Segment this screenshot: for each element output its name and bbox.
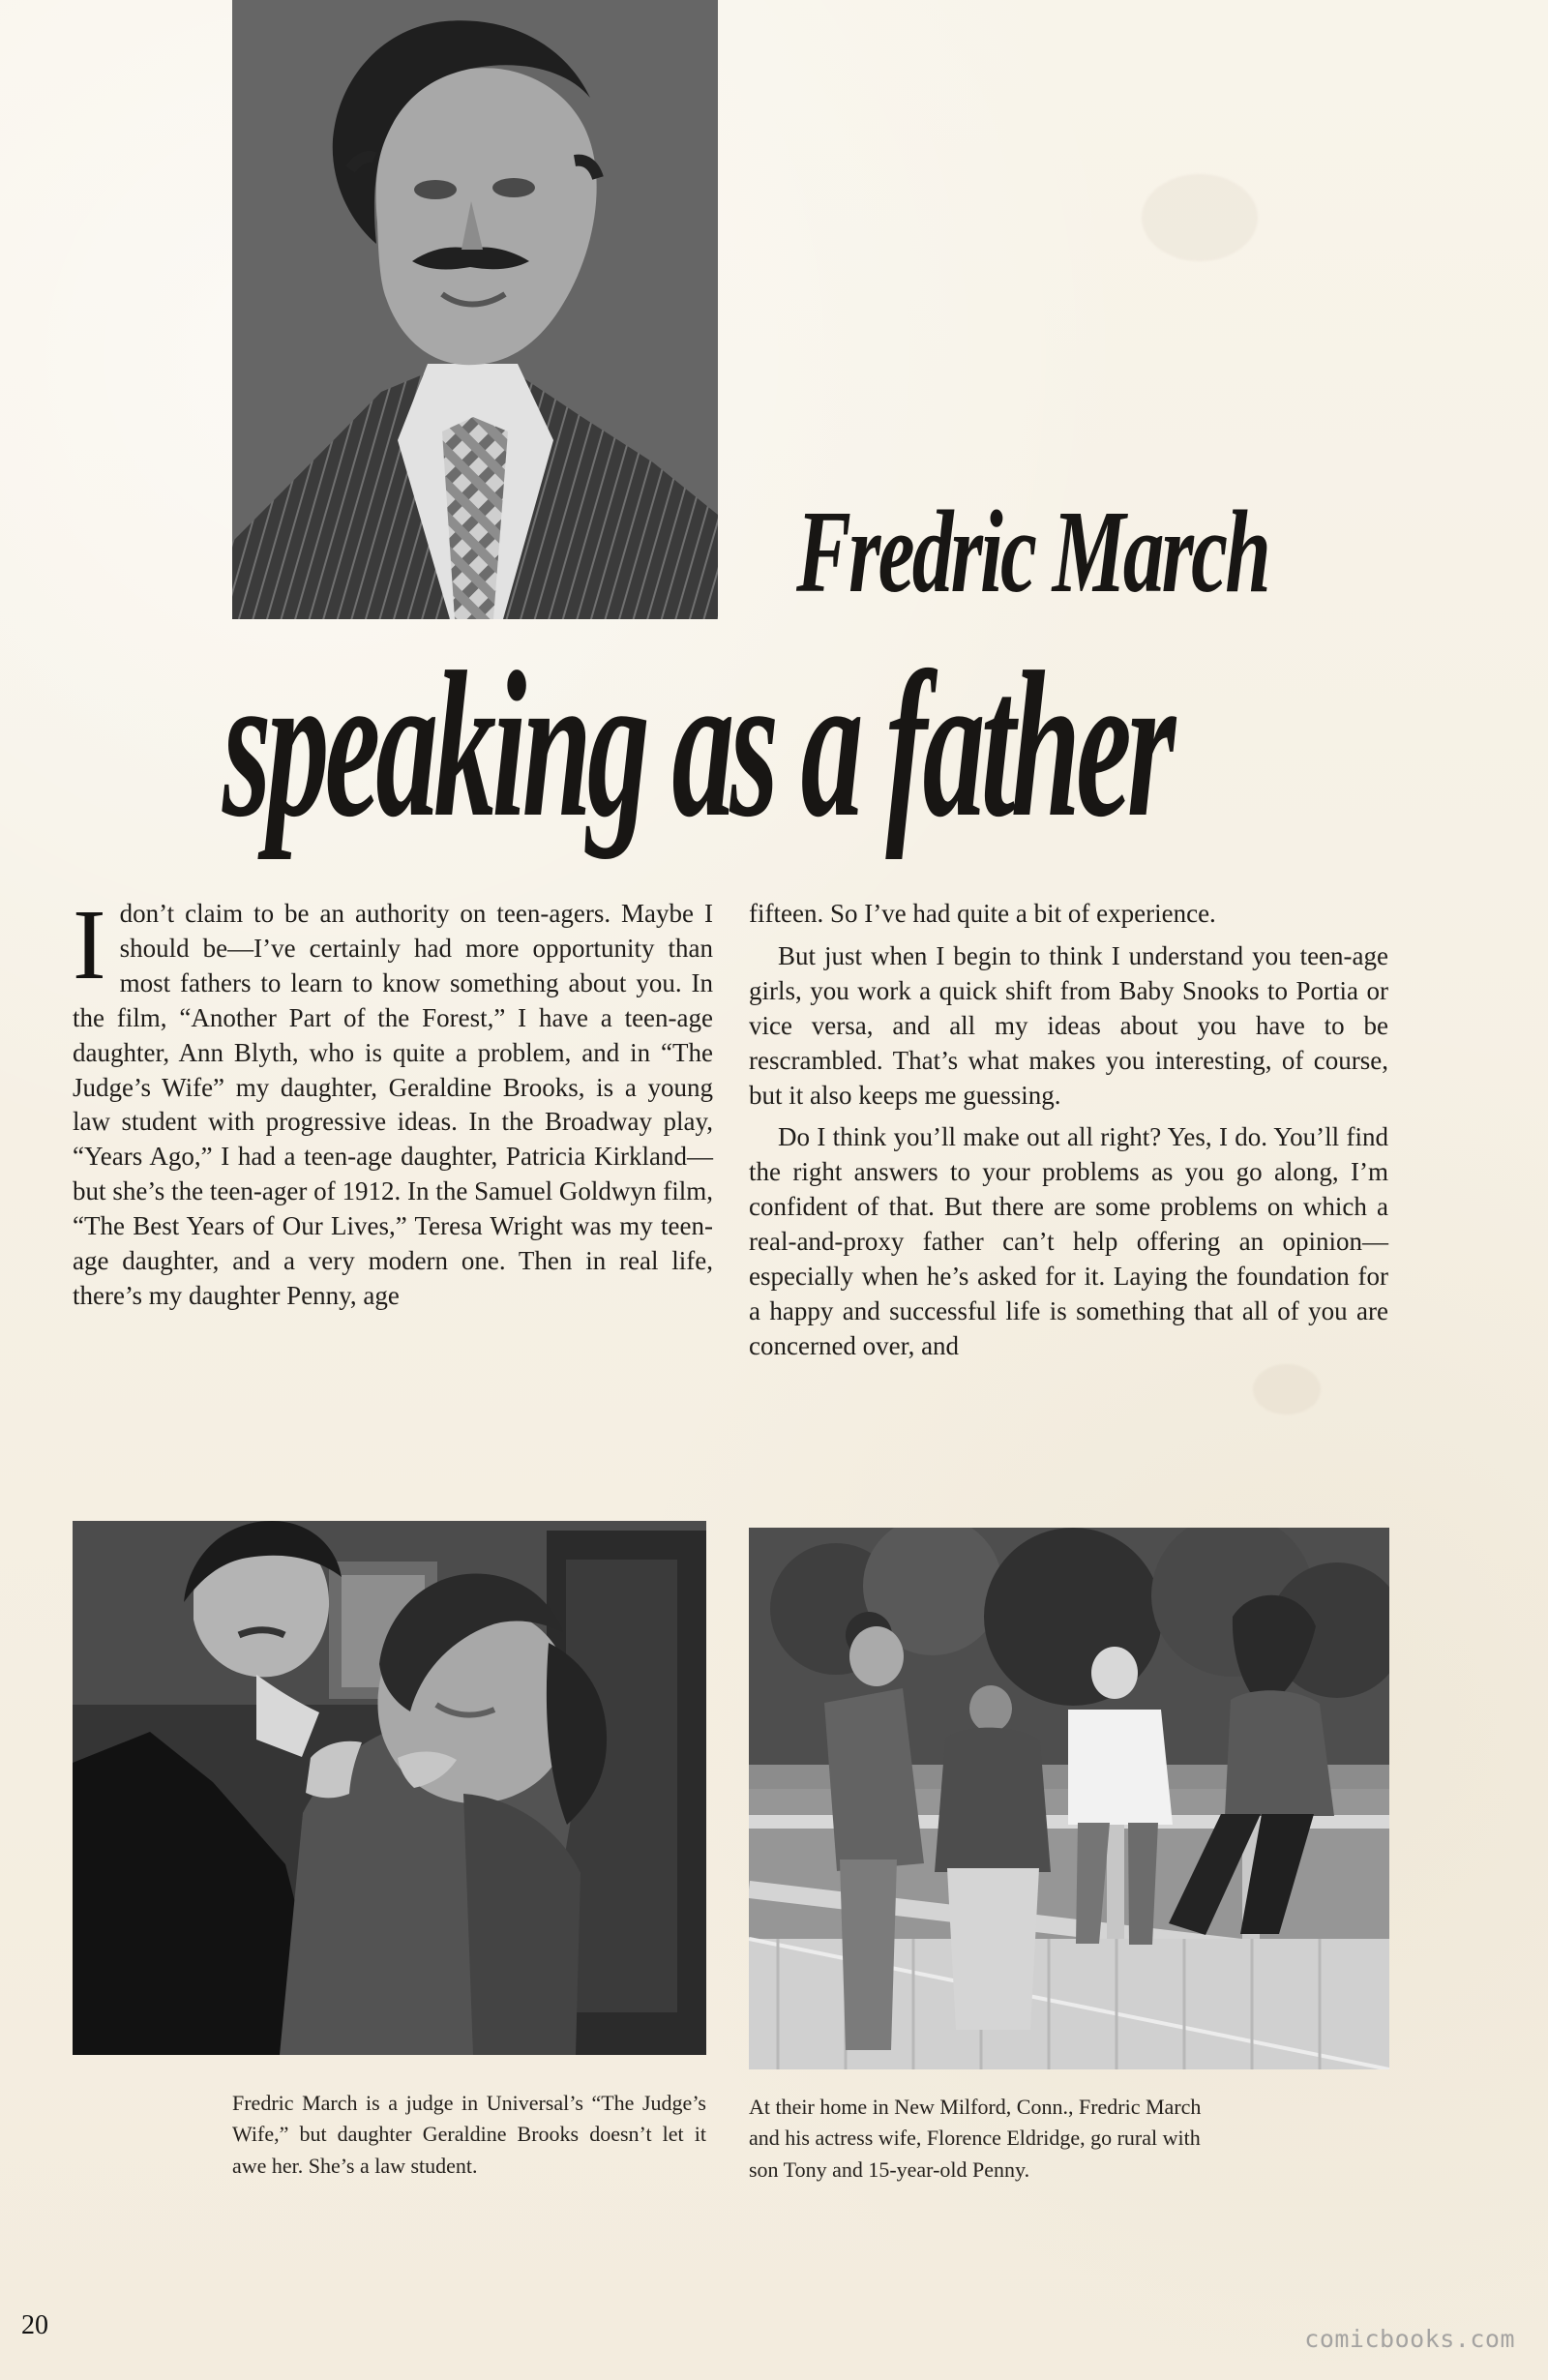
- portrait-illustration: [232, 0, 718, 619]
- page-number: 20: [21, 2310, 48, 2340]
- article-paragraph: But just when I begin to think I understand you teen-age girls, you work a quick shift from Baby Snooks to Portia or vice versa, and all my ideas about you have to be rescrambled. That’s what makes you interesting, of course, but it also keeps me guessing.: [749, 940, 1388, 1110]
- family-photo: [749, 1528, 1389, 2069]
- family-illustration: [749, 1528, 1389, 2069]
- article-left-column: [73, 889, 713, 1322]
- article-paragraph-text: don’t claim to be an authority on teen-agers. Maybe I should be—I’ve certainly had more opportunity than most fathers to learn to know something about you. In the film, “Another Part of the Forest,” I have a teen-age daughter, Ann Blyth, who is quite a problem, and in “The Judge’s Wife” my daughter, Geraldine Brooks, is a young law student with progressive ideas. In the Broadway play, “Years Ago,” I had a teen-age daughter, Patricia Kirkland—but she’s the teen-ager of 1912. In the Samuel Goldwyn film, “The Best Years of Our Lives,” Teresa Wright was my teen-age daughter, and a very modern one. Then in real life, there’s my daughter Penny, age: [73, 899, 713, 1310]
- article-paragraph: Do I think you’ll make out all right? Yes, I do. You’ll find the right answers to your problems as you go along, I’m confident of that. But there are some problems on which a real-and-proxy father can’t help offering an opinion—especially when he’s asked for it. Laying the foundation for a happy and successful life is something that all of you are concerned over, and: [749, 1122, 1388, 1360]
- article-right-column: [749, 897, 1388, 1372]
- courtroom-illustration: [73, 1521, 706, 2055]
- headline-top: Fredric March: [796, 487, 1268, 617]
- headline-main: speaking as a father: [223, 629, 1172, 860]
- article-paragraph: fifteen. So I’ve had quite a bit of experience.: [749, 899, 1216, 928]
- courtroom-photo: [73, 1521, 706, 2055]
- right-photo-caption: At their home in New Milford, Conn., Fredric March and his actress wife, Florence Eldridge, go rural with son Tony and 15-year-old Penny.: [749, 2095, 1202, 2182]
- left-photo-caption: Fredric March is a judge in Universal’s “The Judge’s Wife,” but daughter Geraldine Brooks doesn’t let it awe her. She’s a law student.: [232, 2091, 706, 2178]
- dropcap-letter: I: [73, 889, 106, 1000]
- portrait-photo: [232, 0, 718, 619]
- paper-stain: [1253, 1364, 1321, 1414]
- article-paragraph: [73, 889, 713, 1314]
- watermark: comicbooks.com: [1304, 2325, 1515, 2353]
- paper-stain: [1142, 174, 1258, 261]
